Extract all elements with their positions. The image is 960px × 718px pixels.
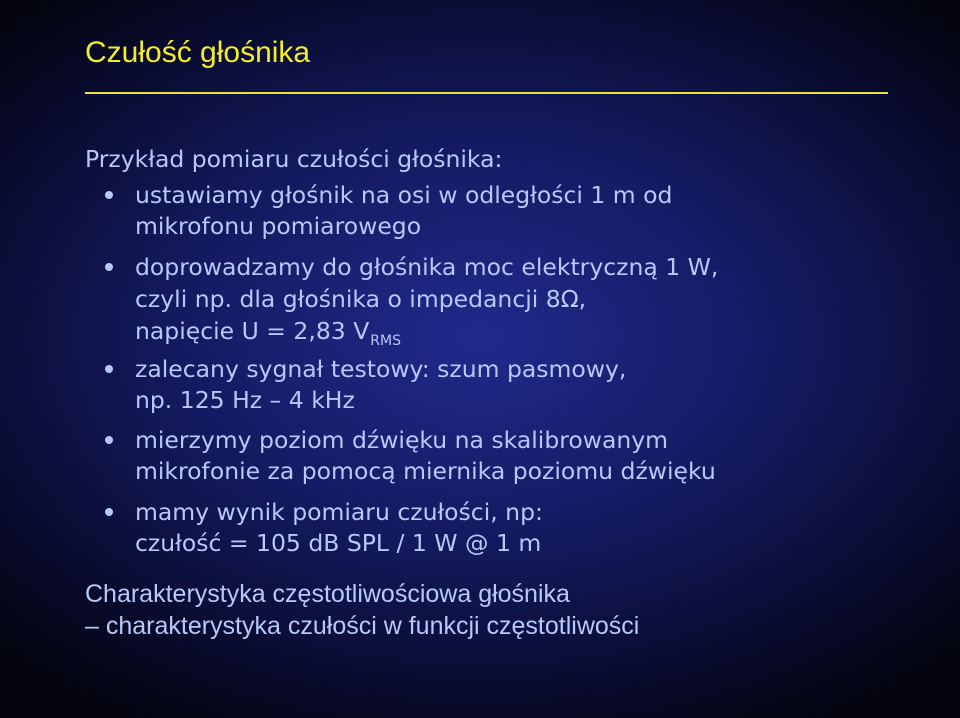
slide-title: Czułość głośnika	[85, 36, 311, 69]
bullet-line: ustawiamy głośnik na osi w odległości 1 m od	[135, 181, 673, 209]
voltage-subscript: RMS	[370, 333, 401, 349]
bullet-dot	[105, 436, 113, 444]
bullet-line: czyli np. dla głośnika o impedancji 8Ω,	[135, 285, 587, 313]
bullet-dot	[105, 263, 113, 271]
bullet-line: mamy wynik pomiaru czułości, np:	[135, 498, 543, 526]
bullet-line: doprowadzamy do głośnika moc elektryczną 1 W,	[135, 253, 719, 281]
voltage-line	[135, 316, 401, 350]
bullet-dot	[105, 365, 113, 373]
bullet-line: mikrofonu pomiarowego	[135, 212, 422, 240]
title-underline	[85, 92, 888, 94]
bullet-line: np. 125 Hz – 4 kHz	[135, 386, 355, 414]
voltage-text: napięcie U = 2,83 V	[135, 317, 370, 345]
bullet-dot	[105, 508, 113, 516]
bullet-line: mierzymy poziom dźwięku na skalibrowanym	[135, 426, 669, 454]
bullet-line: czułość = 105 dB SPL / 1 W @ 1 m	[135, 529, 542, 557]
intro-text: Przykład pomiaru czułości głośnika:	[85, 145, 503, 173]
bullet-line: mikrofonie za pomocą miernika poziomu dźwięku	[135, 457, 716, 485]
bullet-line: zalecany sygnał testowy: szum pasmowy,	[135, 355, 627, 383]
footer-line: Charakterystyka częstotliwościowa głośnika	[85, 580, 570, 608]
footer-line: – charakterystyka czułości w funkcji częstotliwości	[85, 612, 640, 640]
bullet-dot	[105, 191, 113, 199]
